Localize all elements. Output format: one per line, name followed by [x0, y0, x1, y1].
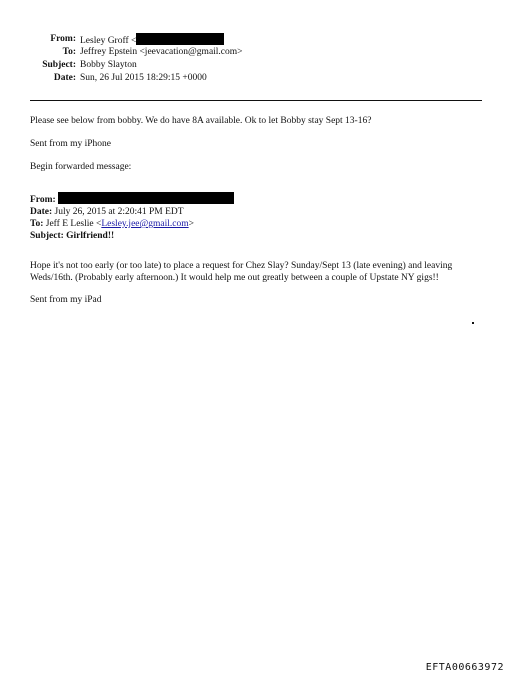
fwd-subject-value: Girlfriend!! [66, 231, 115, 241]
date-value: Sun, 26 Jul 2015 18:29:15 +0000 [80, 73, 207, 83]
subject-value: Bobby Slayton [80, 60, 137, 70]
subject-label: Subject: [42, 60, 76, 70]
body-line-1: Please see below from bobby. We do have 8A available. Ok to let Bobby stay Sept 13-16? [30, 116, 372, 126]
from-label: From: [50, 34, 76, 44]
fwd-date-value: July 26, 2015 at 2:20:41 PM EDT [54, 207, 184, 217]
fwd-subject-row [30, 230, 234, 242]
to-value: Jeffrey Epstein <jeevacation@gmail.com> [80, 47, 243, 57]
fwd-from-label: From: [30, 195, 56, 205]
fwd-date-label: Date: [30, 207, 53, 217]
to-label: To: [62, 47, 76, 57]
header-divider [30, 100, 482, 101]
forwarded-header [30, 192, 234, 242]
fwd-from-row [30, 192, 234, 206]
body-line-2: Sent from my iPhone [30, 139, 112, 149]
redaction-bar [136, 33, 224, 45]
stray-mark [472, 322, 474, 324]
date-label: Date: [53, 73, 76, 83]
fwd-to-row [30, 218, 234, 230]
fwd-to-label: To: [30, 219, 44, 229]
fwd-subject-label: Subject: [30, 231, 64, 241]
message-signature: Sent from my iPad [30, 295, 102, 305]
fwd-to-suffix: > [188, 219, 194, 229]
redaction-bar [58, 192, 234, 204]
fwd-to-email-link[interactable]: Lesley.jee@gmail.com [101, 219, 189, 229]
from-name: Lesley Groff < [80, 36, 137, 46]
fwd-date-row [30, 206, 234, 218]
document-id: EFTA00663972 [425, 662, 504, 673]
body-line-3: Begin forwarded message: [30, 162, 132, 172]
email-header [0, 33, 512, 85]
fwd-to-prefix: Jeff E Leslie < [45, 219, 102, 229]
message-text: Hope it's not too early (or too late) to place a request for Chez Slay? Sunday/Sept 13 (late evening) and leaving Weds/16th. (Probably early afternoon.) It would help me out greatly between a couple of Upstate NY gigs!! [30, 261, 453, 283]
